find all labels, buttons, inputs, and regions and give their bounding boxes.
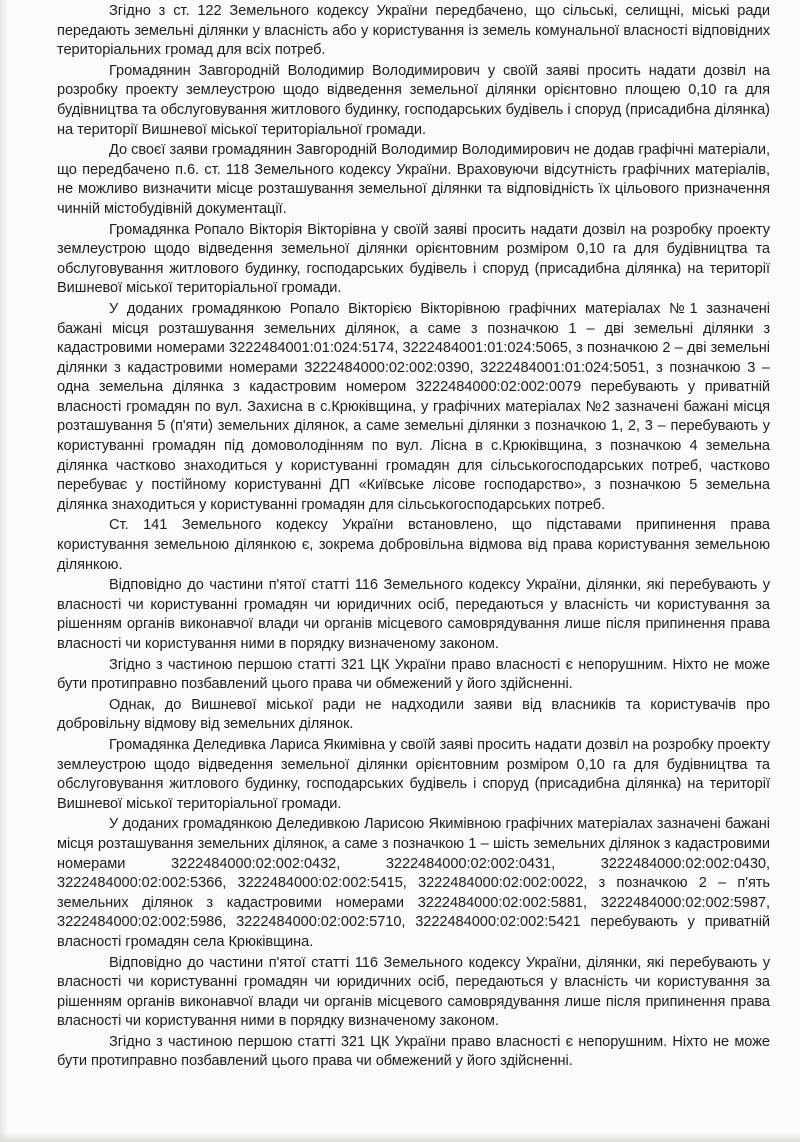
paragraph-deledyvka-materials: У доданих громадянкою Деледивкою Ларисою Якимівною графічних матеріалах зазначені бажані місця розташування земельних ділянок, а саме з позначкою 1 – шість земельних ділянок з кадастровими номерами 3222484000:02:002:0432, 3222484000:02:002:0431, 3222484000:02:002:0430, 3222484000:02:002:5366, 3222484000:02:002:5415, 3222484000:02:002:0022, з позначкою 2 – п'ять земельних ділянок з кадастровими номерами 3222484000:02:002:5881, 3222484000:02:002:5987, 3222484000:02:002:5986, 3222484000:02:002:5710, 3222484000:02:002:5421 перебувають у приватній власності громадян села Крюківщина. [57,816,770,950]
paragraph-zavhorodnii-no-materials: До своєї заяви громадянин Завгородній Володимир Володимирович не додав графічні матеріали, що передбачено п.6. ст. 118 Земельного кодексу України. Враховуючи відсутність графічних матеріалів, не можливо визначити місце розташування земельної ділянки та відповідність їх цільового призначення чинній містобудівній документації. [57,142,770,217]
paragraph-article-116-repeat: Відповідно до частини п'ятої статті 116 Земельного кодексу України, ділянки, які перебувають у власності чи користуванні громадян чи юридичних осіб, передаються у власність чи користування за рішенням органів виконавчої влади чи органів місцевого самоврядування лише після припинення права власності чи користування ними в порядку визначеному законом. [57,954,770,1030]
paragraph-ropalo-request: Громадянка Ропало Вікторія Вікторівна у своїй заяві просить надати дозвіл на розробку проекту землеустрою щодо відведення земельної ділянки орієнтовним розміром 0,10 га для будівництва та обслуговування житлового будинку, господарських будівель і споруд (присадибна ділянка) на території Вишневої міської територіальної громади. [57,221,770,297]
paragraph-no-refusal-applications: Однак, до Вишневої міської ради не надходили заяви від власників та користувачів про добровільну відмову від земельних ділянок. [57,696,770,733]
paragraph-article-122: Згідно з ст. 122 Земельного кодексу України передбачено, що сільські, селищні, міські ради передають земельні ділянки у власність або у користування із земель комунальної власності відповідних територіальних громад для всіх потреб. [57,3,770,59]
paragraph-article-321: Згідно з частиною першою статті 321 ЦК України право власності є непорушним. Ніхто не може бути протиправно позбавлений цього права чи обмежений у його здійсненні. [57,656,770,693]
paragraph-article-116: Відповідно до частини п'ятої статті 116 Земельного кодексу України, ділянки, які перебувають у власності чи користуванні громадян чи юридичних осіб, передаються у власність чи користування за рішенням органів виконавчої влади чи органів місцевого самоврядування лише після припинення права власності чи користування ними в порядку визначеному законом. [57,577,770,652]
paragraph-ropalo-materials: У доданих громадянкою Ропало Вікторією Вікторівною графічних матеріалах №1 зазначені бажані місця розташування земельних ділянок, а саме з позначкою 1 – дві земельні ділянки з кадастровими номерами 3222484001:01:024:5174, 3222484001:01:024:5065, з позначкою 2 – дві земельні ділянки з кадастровими номерами 3222484000:02:002:0390, 3222484001:01:024:5051, з позначкою 3 – одна земельна ділянка з кадастровим номером 3222484000:02:002:0079 перебувають у приватній власності громадян по вул. Захисна в с.Крюківщина, у графічних матеріалах №2 зазначені бажані місця розташування 5 (п'яти) земельних ділянок, а саме земельні ділянки з позначкою 1, 2, 3 – перебувають у користуванні громадян під домоволодінням по вул. Лісна в с.Крюківщина, з позначкою 4 земельна ділянка частково знаходиться у користуванні громадян для сільськогосподарських потреб, частково перебуває у постійному користуванні ДП «Київське лісове господарство», з позначкою 5 земельна ділянка знаходиться у користуванні громадян для сільськогосподарських потреб. [57,300,770,513]
paragraph-zavhorodnii-request: Громадянин Завгородній Володимир Володимирович у своїй заяві просить надати дозвіл на розробку проекту землеустрою щодо відведення земельної ділянки орієнтовно площею 0,10 га для будівництва та обслуговування житлового будинку, господарських будівель і споруд (присадибна ділянка) на території Вишневої міської територіальної громади. [57,62,770,138]
paragraph-article-141: Ст. 141 Земельного кодексу України встановлено, що підставами припинення права користування земельною ділянкою є, зокрема добровільна відмова від права користування земельною ділянкою. [57,517,770,573]
scan-shadow-left [0,0,8,1142]
scan-shadow-bottom [0,1132,800,1142]
paragraph-article-321-repeat: Згідно з частиною першою статті 321 ЦК України право власності є непорушним. Ніхто не може бути протиправно позбавлений цього права чи обмежений у його здійсненні. [57,1033,770,1070]
paragraph-deledyvka-request: Громадянка Деледивка Лариса Якимівна у своїй заяві просить надати дозвіл на розробку проекту землеустрою щодо відведення земельної ділянки орієнтовним розміром 0,10 га для будівництва та обслуговування житлового будинку, господарських будівель і споруд (присадибна ділянка) на території Вишневої міської територіальної громади. [57,736,770,812]
